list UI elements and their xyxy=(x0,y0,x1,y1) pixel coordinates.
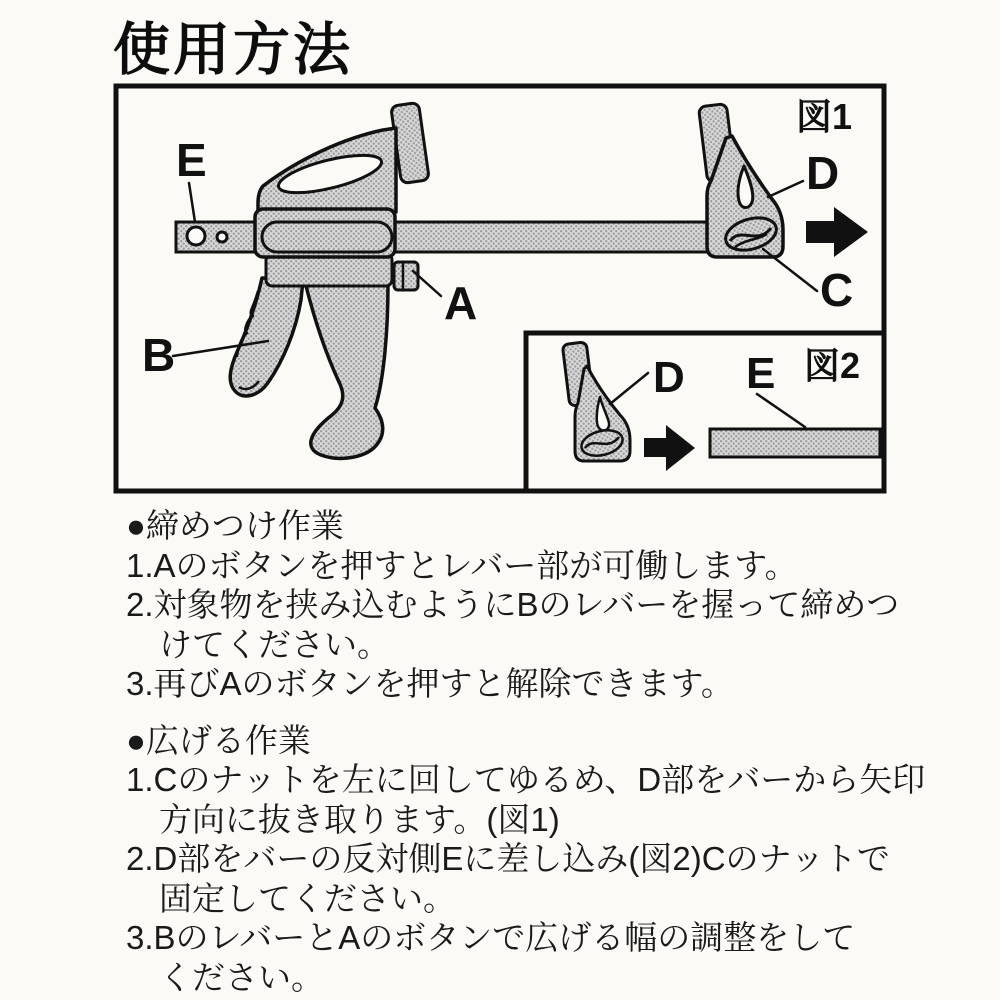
page-title: 使用方法 xyxy=(113,18,353,82)
instruction-line: 固定してください。 xyxy=(159,879,456,917)
release-button xyxy=(394,262,418,290)
instruction-line: 2.対象物を挟み込むようにBのレバーを握って締めつ xyxy=(126,586,900,623)
fig2-label-e: E xyxy=(746,349,776,398)
fig2-bar-end-e xyxy=(710,429,880,457)
label-a: A xyxy=(444,277,478,329)
label-e: E xyxy=(176,134,207,186)
body-neck xyxy=(266,254,392,286)
figure2-tag: 図2 xyxy=(804,345,861,386)
instruction-line: 3.再びAのボタンを押すと解除できます。 xyxy=(126,665,734,702)
instruction-line: 3.BのレバーとAのボタンで広げる幅の調整をして xyxy=(126,919,856,956)
bar-hole-large xyxy=(187,227,205,245)
instruction-line: 1.Aのボタンを押すとレバー部が可働します。 xyxy=(126,546,798,584)
fig2-label-d: D xyxy=(653,353,685,402)
instructions xyxy=(126,506,986,997)
section2-heading: ●広げる作業 xyxy=(126,721,311,759)
instruction-line: 方向に抜き取ります。(図1) xyxy=(159,800,560,838)
section1-heading: ●締めつけ作業 xyxy=(126,507,344,544)
instruction-line: 2.D部をバーの反対側Eに差し込み(図2)Cのナットで xyxy=(126,840,890,877)
label-d: D xyxy=(806,147,840,199)
instruction-line: けてください。 xyxy=(159,625,390,663)
instruction-line: 1.Cのナットを左に回してゆるめ、D部をバーから矢印 xyxy=(126,761,926,798)
label-c: C xyxy=(820,264,854,316)
instruction-line: ください。 xyxy=(159,958,324,996)
bar-housing xyxy=(255,209,395,257)
figure1-tag: 図1 xyxy=(796,96,853,137)
bar-hole-small xyxy=(217,232,227,242)
label-b: B xyxy=(142,329,176,381)
